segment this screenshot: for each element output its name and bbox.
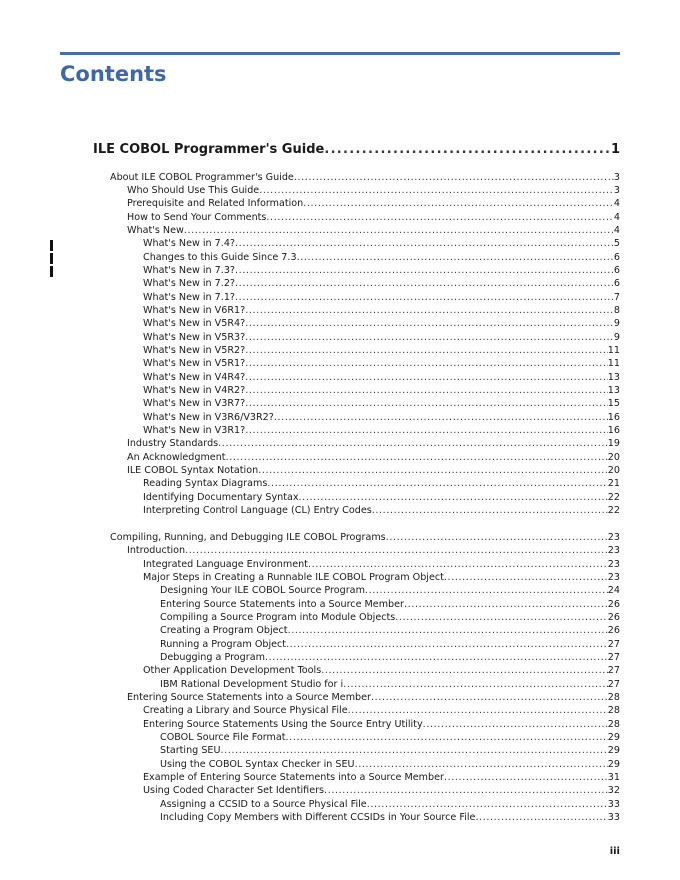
- toc-entry[interactable]: What's New in V5R2? ..... 11: [143, 344, 620, 357]
- toc-entry[interactable]: What's New in V3R1? ..... 16: [143, 424, 620, 437]
- toc-entry[interactable]: Entering Source Statements into a Source Member ..... 26: [160, 598, 620, 611]
- toc-entry[interactable]: Using Coded Character Set Identifiers ..... 32: [143, 784, 620, 797]
- toc-entry[interactable]: What's New in V6R1? ..... 8: [143, 304, 620, 317]
- change-bar: [50, 253, 53, 264]
- toc-entry[interactable]: What's New in 7.1? ..... 7: [143, 291, 620, 304]
- toc-entry[interactable]: About ILE COBOL Programmer's Guide ..... 3: [110, 171, 620, 184]
- toc-entry[interactable]: How to Send Your Comments ..... 4: [127, 211, 620, 224]
- toc-entry[interactable]: Industry Standards ..... 19: [127, 437, 620, 450]
- change-bar: [50, 240, 53, 251]
- toc-entry[interactable]: Example of Entering Source Statements into a Source Member ..... 31: [143, 771, 620, 784]
- toc-entry-book[interactable]: ILE COBOL Programmer's Guide ..... 1: [93, 141, 620, 158]
- toc-entry[interactable]: Starting SEU ..... 29: [160, 744, 620, 757]
- toc-entry[interactable]: What's New in V3R6/V3R2? ..... 16: [143, 411, 620, 424]
- toc-entry[interactable]: What's New in 7.4? ..... 5: [143, 237, 620, 250]
- toc-entry[interactable]: What's New in V4R2? ..... 13: [143, 384, 620, 397]
- toc-entry[interactable]: What's New in V5R1? ..... 11: [143, 357, 620, 370]
- toc-entry[interactable]: Reading Syntax Diagrams ..... 21: [143, 477, 620, 490]
- toc-entry[interactable]: Creating a Library and Source Physical File ..... 28: [143, 704, 620, 717]
- toc-entry[interactable]: Changes to this Guide Since 7.3 ..... 6: [143, 251, 620, 264]
- toc-entry[interactable]: Running a Program Object ..... 27: [160, 638, 620, 651]
- toc-entry[interactable]: Designing Your ILE COBOL Source Program ..... 24: [160, 584, 620, 597]
- toc-entry[interactable]: Creating a Program Object ..... 26: [160, 624, 620, 637]
- toc-entry[interactable]: Identifying Documentary Syntax ..... 22: [143, 491, 620, 504]
- toc-entry[interactable]: Prerequisite and Related Information ..... 4: [127, 197, 620, 210]
- toc-entry[interactable]: What's New in 7.3? ..... 6: [143, 264, 620, 277]
- toc-entry[interactable]: Compiling a Source Program into Module Objects ..... 26: [160, 611, 620, 624]
- change-bar: [50, 266, 53, 277]
- toc-entry[interactable]: Entering Source Statements Using the Source Entry Utility ..... 28: [143, 718, 620, 731]
- page-title: Contents: [60, 62, 167, 86]
- toc-entry[interactable]: An Acknowledgment ..... 20: [127, 451, 620, 464]
- toc-entry[interactable]: Assigning a CCSID to a Source Physical File ..... 33: [160, 798, 620, 811]
- toc-entry[interactable]: Who Should Use This Guide ..... 3: [127, 184, 620, 197]
- toc-entry[interactable]: ILE COBOL Syntax Notation ..... 20: [127, 464, 620, 477]
- toc-entry[interactable]: Major Steps in Creating a Runnable ILE COBOL Program Object ..... 23: [143, 571, 620, 584]
- toc-entry[interactable]: Including Copy Members with Different CCSIDs in Your Source File ..... 33: [160, 811, 620, 824]
- toc-entry[interactable]: IBM Rational Development Studio for i ..... 27: [160, 678, 620, 691]
- header-rule: [60, 52, 620, 55]
- toc-entry[interactable]: Other Application Development Tools ..... 27: [143, 664, 620, 677]
- toc-entry[interactable]: Debugging a Program ..... 27: [160, 651, 620, 664]
- toc-entry[interactable]: What's New in V5R3? ..... 9: [143, 331, 620, 344]
- toc-entry[interactable]: Compiling, Running, and Debugging ILE COBOL Programs ..... 23: [110, 531, 620, 544]
- toc-entry[interactable]: What's New in V5R4? ..... 9: [143, 317, 620, 330]
- toc-entry[interactable]: Interpreting Control Language (CL) Entry Codes ..... 22: [143, 504, 620, 517]
- toc-entry[interactable]: Entering Source Statements into a Source Member ..... 28: [127, 691, 620, 704]
- page-number: iii: [609, 846, 620, 857]
- toc-entry[interactable]: What's New in V4R4? ..... 13: [143, 371, 620, 384]
- toc-entry[interactable]: What's New in 7.2? ..... 6: [143, 277, 620, 290]
- toc-entry[interactable]: COBOL Source File Format ..... 29: [160, 731, 620, 744]
- toc-entry[interactable]: What's New ..... 4: [127, 224, 620, 237]
- toc-entry[interactable]: What's New in V3R7? ..... 15: [143, 397, 620, 410]
- toc-entry[interactable]: Introduction ..... 23: [127, 544, 620, 557]
- toc-entry[interactable]: Using the COBOL Syntax Checker in SEU ..... 29: [160, 758, 620, 771]
- toc-entry[interactable]: Integrated Language Environment ..... 23: [143, 558, 620, 571]
